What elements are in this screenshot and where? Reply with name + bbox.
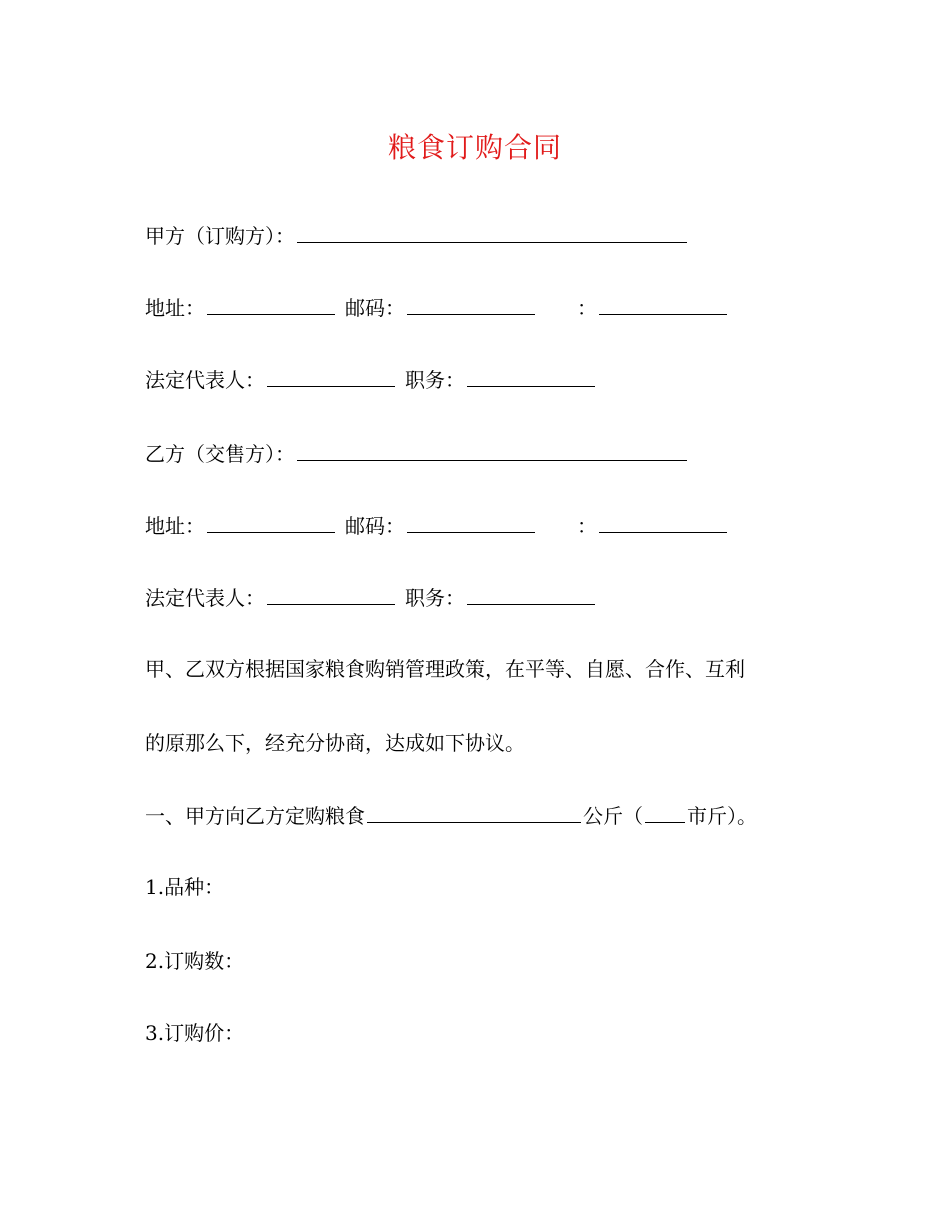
party-b-position-label: 职务： bbox=[405, 586, 465, 610]
party-a-blank[interactable] bbox=[297, 220, 687, 243]
clause-1-unit-kg: 公斤（ bbox=[583, 804, 643, 828]
party-a-position-blank[interactable] bbox=[467, 364, 595, 387]
item-price: 3.订购价： bbox=[145, 1021, 245, 1045]
clause-1-unit-jin: 市斤）。 bbox=[687, 804, 757, 828]
party-b-phone-blank[interactable] bbox=[599, 510, 727, 533]
item-variety: 1.品种： bbox=[145, 875, 225, 899]
clause-1-prefix: 一、甲方向乙方定购粮食 bbox=[145, 804, 365, 828]
party-a-position-label: 职务： bbox=[405, 368, 465, 392]
party-b-phone-label: ： bbox=[577, 514, 597, 538]
party-a-rep-label: 法定代表人： bbox=[145, 368, 265, 392]
party-a-phone-label: ： bbox=[577, 296, 597, 320]
clause-1-kg-blank[interactable] bbox=[367, 800, 581, 823]
party-a-phone-blank[interactable] bbox=[599, 292, 727, 315]
party-b-address-blank[interactable] bbox=[207, 510, 335, 533]
party-b-address-label: 地址： bbox=[145, 514, 205, 538]
party-a-address-blank[interactable] bbox=[207, 292, 335, 315]
item-quantity: 2.订购数： bbox=[145, 949, 245, 973]
party-a-rep-blank[interactable] bbox=[267, 364, 395, 387]
clause-1-line bbox=[145, 800, 757, 830]
party-b-label: 乙方（交售方）： bbox=[145, 442, 295, 466]
party-a-rep-line bbox=[145, 364, 597, 394]
party-b-position-blank[interactable] bbox=[467, 582, 595, 605]
party-a-address-label: 地址： bbox=[145, 296, 205, 320]
party-a-line bbox=[145, 220, 689, 250]
party-a-label: 甲方（订购方）： bbox=[145, 224, 295, 248]
party-b-blank[interactable] bbox=[297, 438, 687, 461]
party-b-address-line bbox=[145, 510, 729, 540]
party-b-rep-label: 法定代表人： bbox=[145, 586, 265, 610]
document-title: 粮食订购合同 bbox=[387, 131, 562, 164]
intro-line-2: 的原那么下，经充分协商，达成如下协议。 bbox=[145, 731, 525, 755]
intro-line-1: 甲、乙双方根据国家粮食购销管理政策，在平等、自愿、合作、互利 bbox=[145, 657, 745, 681]
party-b-postcode-blank[interactable] bbox=[407, 510, 535, 533]
party-a-address-line bbox=[145, 292, 729, 322]
party-b-rep-line bbox=[145, 582, 597, 612]
clause-1-jin-blank[interactable] bbox=[645, 800, 685, 823]
party-b-line bbox=[145, 438, 689, 468]
party-b-postcode-label: 邮码： bbox=[345, 514, 405, 538]
party-b-rep-blank[interactable] bbox=[267, 582, 395, 605]
party-a-postcode-label: 邮码： bbox=[345, 296, 405, 320]
party-a-postcode-blank[interactable] bbox=[407, 292, 535, 315]
